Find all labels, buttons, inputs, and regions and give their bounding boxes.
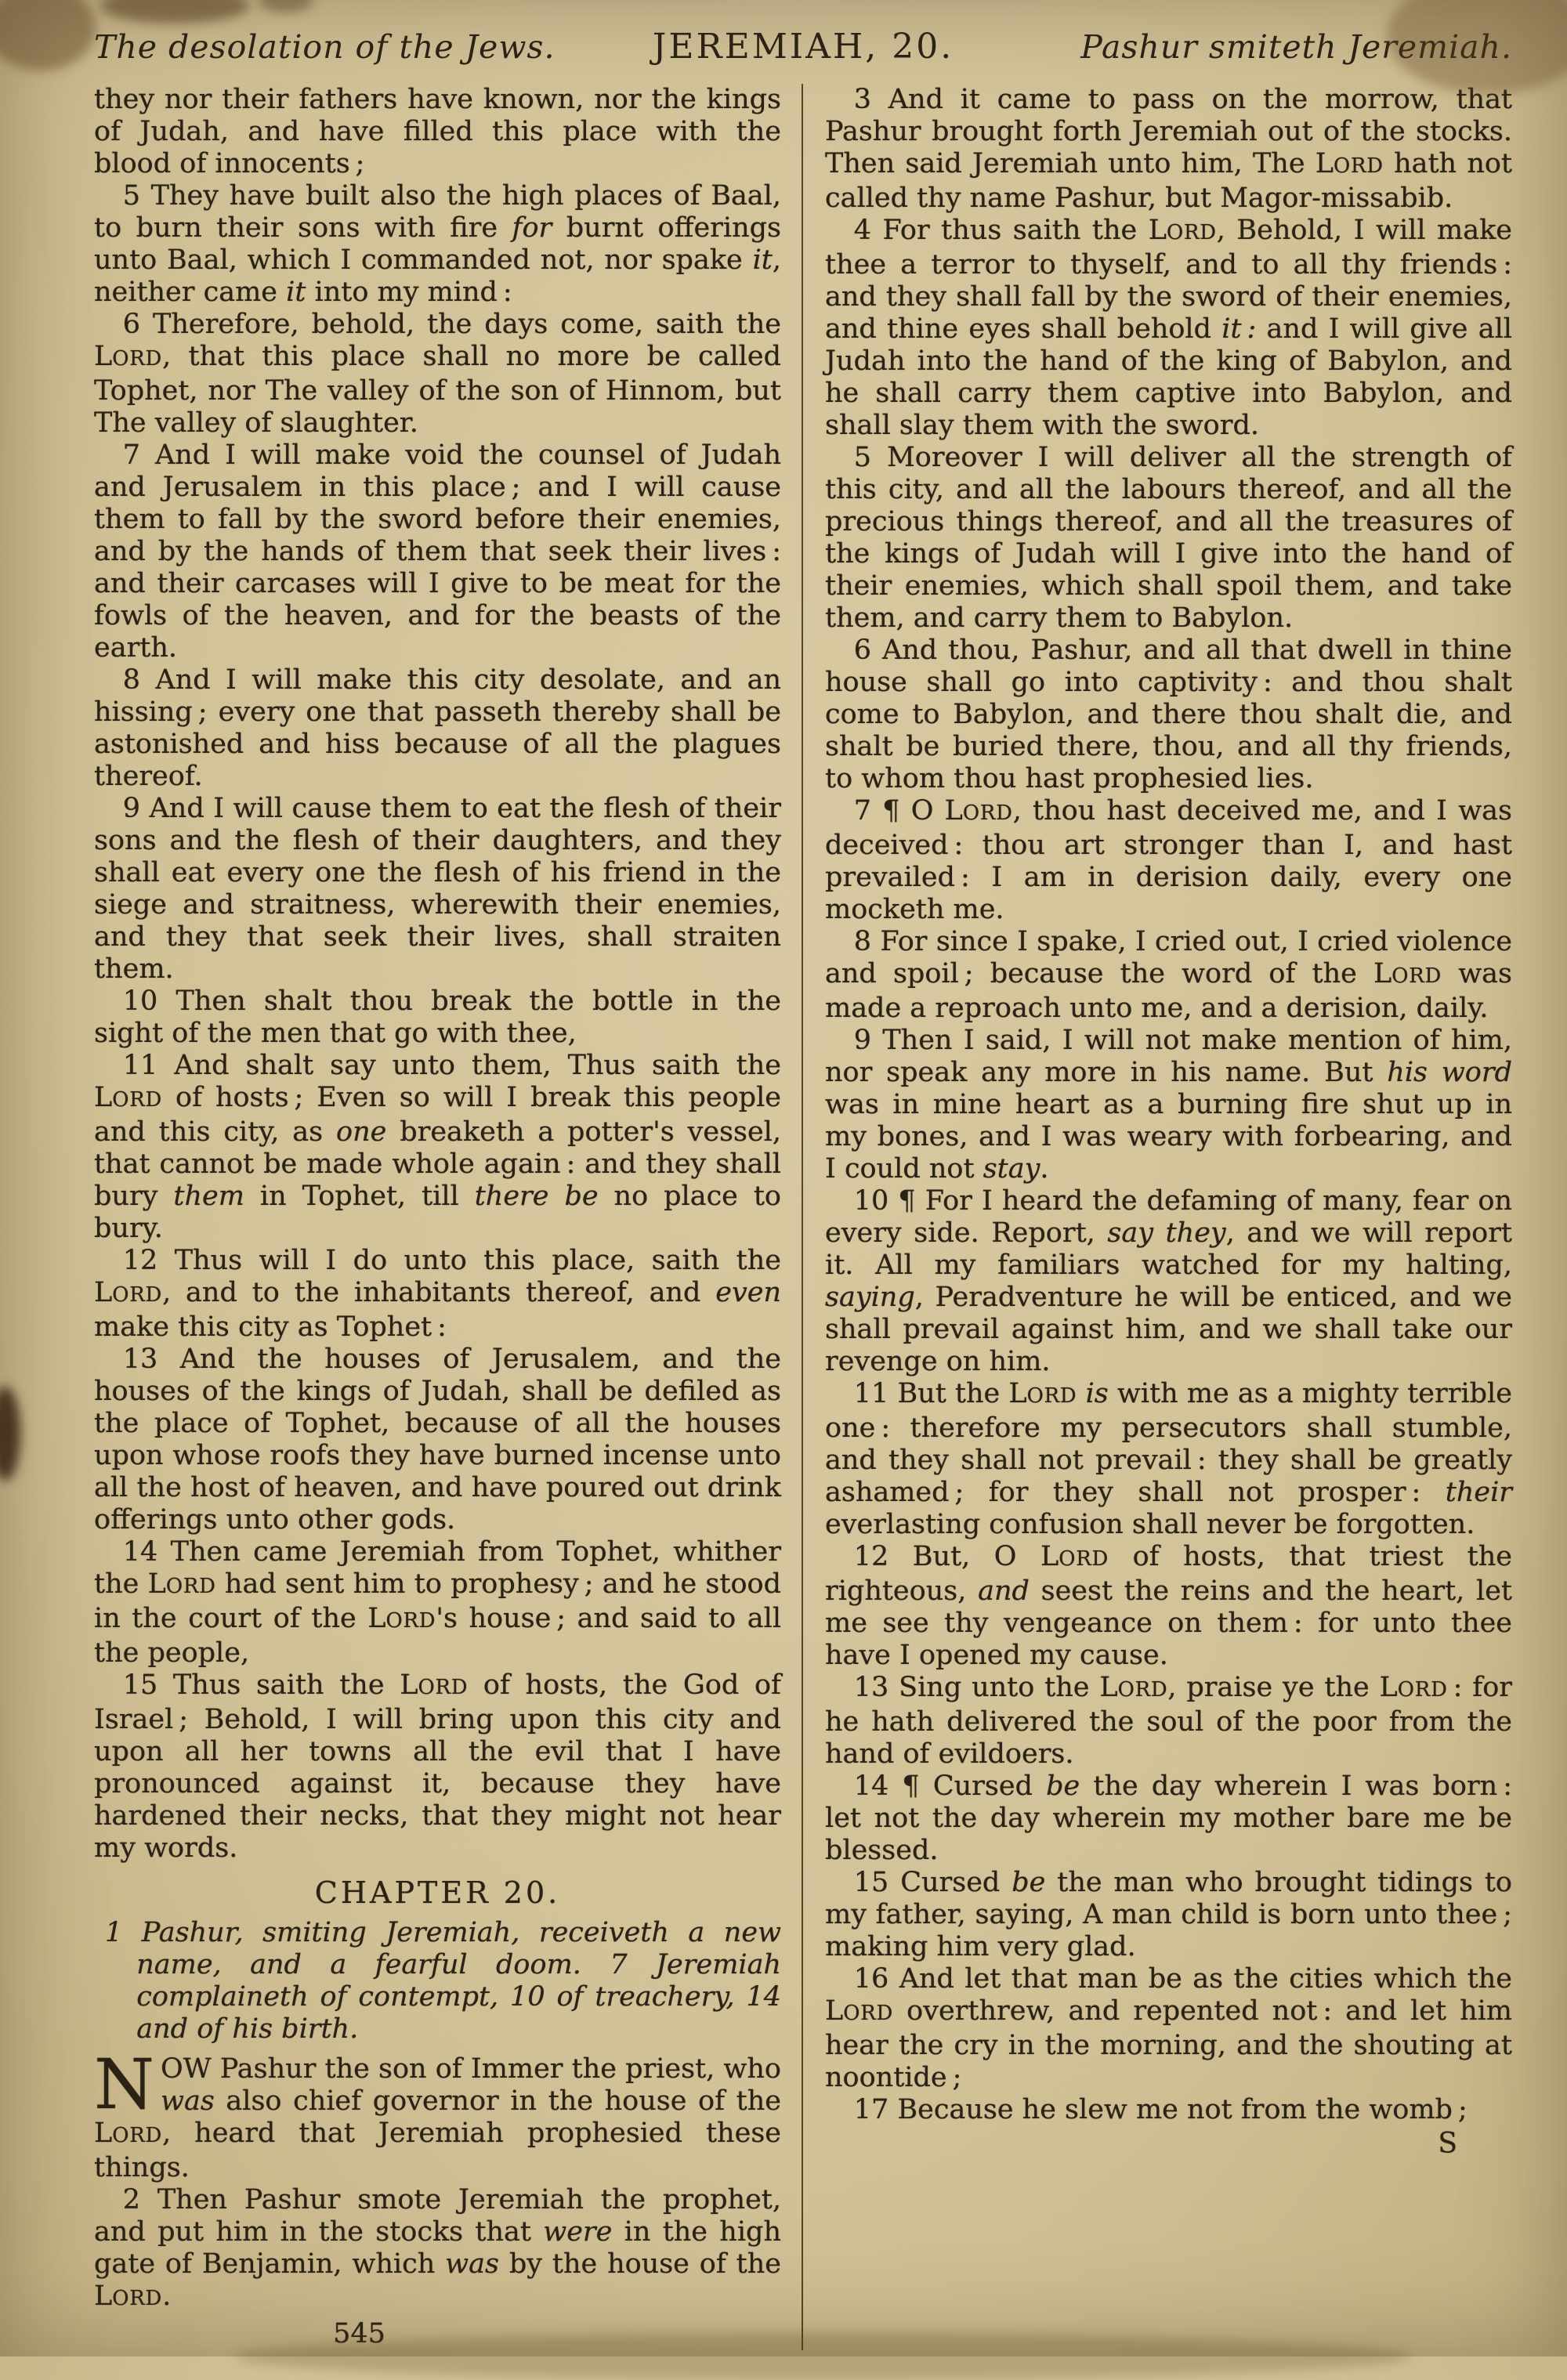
right-column [803, 84, 1512, 2350]
chapter-summary: 1 Pashur, smiting Jeremiah, receiveth a new name, and a fearful doom. 7 Jeremiah complaineth of contempt, 10 of treachery, 14 and of his birth. [105, 1917, 781, 2045]
verse-paragraph: 15 Cursed be the man who brought tidings to my father, saying, A man child is born unto thee ; making him very glad. [825, 1867, 1513, 1962]
running-head-left: The desolation of the Jews. [94, 28, 556, 66]
chapter-heading: CHAPTER 20. [314, 1875, 561, 1910]
verse-paragraph: 15 Thus saith the LORD of hosts, the God of Israel ; Behold, I will bring upon this city and upon all her towns all the evil that I have pronounced against it, because they have hardened their necks, that they might not hear my words. [94, 1669, 781, 1864]
page-number: 545 [333, 2318, 385, 2349]
paper-stain [259, 0, 313, 13]
verse-paragraph: 4 For thus saith the LORD, Behold, I will make thee a terror to thyself, and to all thy friends : and they shall fall by the sword of their enemies, and thine eyes shall behold it : and I will give all Judah into the hand of the king of Babylon, and he shall carry them captive into Babylon, and shall slay them with the sword. [825, 215, 1512, 441]
verse-paragraph: 14 Then came Jeremiah from Tophet, whither the LORD had sent him to prophesy ; and he stood in the court of the LORD's house ; and said to all the people, [94, 1536, 782, 1669]
verse-paragraph: 8 And I will make this city desolate, and an hissing ; every one that passeth thereby shall be astonished and hiss because of all the plagues thereof. [94, 664, 781, 792]
chapter-opening-verse: NOW Pashur the son of Immer the priest, who was also chief governor in the house of the LORD, heard that Jeremiah prophesied these things. [94, 2044, 781, 2183]
verse-paragraph: 5 Moreover I will deliver all the strength of this city, and all the labours thereof, and all the precious things thereof, and all the treasures of the kings of Judah will I give into the hand of their enemies, which shall spoil them, and take them, and carry them to Babylon. [825, 442, 1512, 634]
verse-paragraph: 8 For since I spake, I cried out, I cried violence and spoil ; because the word of the LORD was made a reproach unto me, and a derision, daily. [825, 926, 1512, 1024]
verse-paragraph: 14 ¶ Cursed be the day wherein I was born : let not the day wherein my mother bare me be blessed. [825, 1771, 1513, 1866]
verse-paragraph: 9 And I will cause them to eat the flesh of their sons and the flesh of their daughters, and they shall eat every one the flesh of his friend in the siege and straitness, wherewith their enemies, and they that seek their lives, shall straiten them. [94, 793, 781, 985]
verse-paragraph: 10 ¶ For I heard the defaming of many, fear on every side. Report, say they, and we will report it. All my familiars watched for my halting, saying, Peradventure he will be enticed, and we shall prevail against him, and we shall take our revenge on him. [825, 1185, 1512, 1377]
verse-paragraph: 3 And it came to pass on the morrow, that Pashur brought forth Jeremiah out of the stocks. Then said Jeremiah unto him, The LORD hath not called thy name Pashur, but Magor-missabib. [825, 84, 1512, 214]
paper-stain [0, 0, 96, 71]
verse-paragraph: 13 And the houses of Jerusalem, and the houses of the kings of Judah, shall be defiled as the place of Tophet, because of all the houses upon whose roofs they have burned incense unto all the host of heaven, and have poured out drink offerings unto other gods. [94, 1344, 781, 1535]
verse-paragraph: 12 But, O LORD of hosts, that triest the righteous, and seest the reins and the heart, let me see thy vengeance on them : for unto thee have I opened my cause. [825, 1541, 1512, 1671]
verse-paragraph: 5 They have built also the high places of Baal, to burn their sons with fire for burnt offerings unto Baal, which I commanded not, nor spake it, neither came it into my mind : [94, 180, 781, 308]
text-columns [94, 84, 1512, 2350]
running-head-title: JEREMIAH, 20. [652, 27, 954, 67]
verse-paragraph: 2 Then Pashur smote Jeremiah the prophet, and put him in the stocks that were in the high gate of Benjamin, which was by the house of the LORD. [94, 2184, 781, 2312]
drop-cap-initial: N [94, 2044, 154, 2125]
verse-continuation: they nor their fathers have known, nor the kings of Judah, and have filled this place with the blood of innocents ; [94, 84, 781, 179]
verse-paragraph: 6 And thou, Pashur, and all that dwell in thine house shall go into captivity : and thou shalt come to Babylon, and there thou shalt die, and shalt be buried there, thou, and all thy friends, to whom thou hast prophesied lies. [825, 635, 1512, 794]
printer-signature: S [1438, 2128, 1457, 2160]
left-column [94, 84, 803, 2350]
verse-paragraph: 7 ¶ O LORD, thou hast deceived me, and I was deceived : thou art stronger than I, and hast prevailed : I am in derision daily, every one mocketh me. [825, 795, 1512, 925]
running-head-right: Pashur smiteth Jeremiah. [1080, 28, 1512, 66]
running-head [94, 27, 1512, 67]
verse-paragraph: 7 And I will make void the counsel of Judah and Jerusalem in this place ; and I will cause them to fall by the sword before their enemies, and by the hands of them that seek their lives : and their carcases will I give to be meat for the fowls of the heaven, and for the beasts of the earth. [94, 439, 781, 664]
verse-paragraph: 12 Thus will I do unto this place, saith the LORD, and to the inhabitants thereof, and even make this city as Tophet : [94, 1245, 781, 1343]
verse-paragraph: 11 But the LORD is with me as a mighty terrible one : therefore my persecutors shall stumble, and they shall not prevail : they shall be greatly ashamed ; for they shall not prosper : their everlasting confusion shall never be forgotten. [825, 1378, 1512, 1540]
verse-paragraph: 11 And shalt say unto them, Thus saith the LORD of hosts ; Even so will I break this people and this city, as one breaketh a potter's vessel, that cannot be made whole again : and they shall bury them in Tophet, till there be no place to bury. [94, 1050, 781, 1244]
verse-paragraph: 17 Because he slew me not from the womb ; [853, 2094, 1467, 2125]
verse-paragraph: 13 Sing unto the LORD, praise ye the LORD : for he hath delivered the soul of the poor from the hand of evildoers. [825, 1672, 1512, 1770]
verse-paragraph: 9 Then I said, I will not make mention of him, nor speak any more in his name. But his word was in mine heart as a burning fire shut up in my bones, and I was weary with forbearing, and I could not stay. [825, 1025, 1512, 1185]
verse-paragraph: 16 And let that man be as the cities which the LORD overthrew, and repented not : and let him hear the cry in the morning, and the shouting at noontide ; [825, 1963, 1512, 2093]
paper-stain [100, 0, 249, 24]
verse-paragraph: 10 Then shalt thou break the bottle in the sight of the men that go with thee, [94, 986, 781, 1049]
paper-stain [0, 1387, 20, 1481]
verse-paragraph: 6 Therefore, behold, the days come, saith the LORD, that this place shall no more be called Tophet, nor The valley of the son of Hinnom, but The valley of slaughter. [94, 309, 781, 439]
